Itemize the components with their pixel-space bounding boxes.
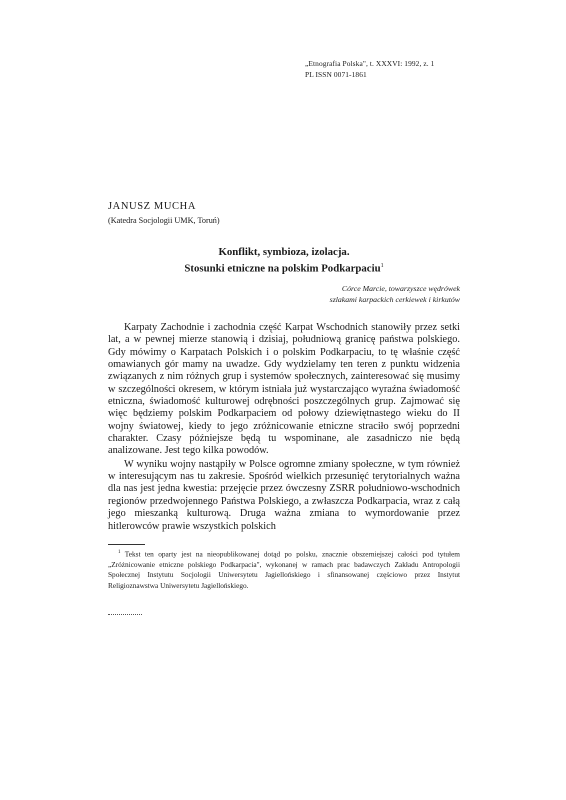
page-footer-rule	[108, 614, 142, 615]
journal-issn: PL ISSN 0071-1861	[305, 70, 367, 79]
dedication-line-2: szlakami karpackich cerkiewek i kirkutów	[329, 294, 460, 304]
footnote	[108, 548, 460, 591]
footnote-mark: 1	[118, 550, 121, 555]
article-title	[108, 246, 460, 276]
article-body	[108, 322, 460, 533]
title-line-1: Konflikt, symbioza, izolacja.	[218, 246, 350, 258]
body-paragraph-2: W wyniku wojny nastąpiły w Polsce ogromne zmiany społeczne, w tym również w interesującym nas tu zakresie. Spośród wielkich przesunięć terytorialnych ważna dla nas jest jedna kwestia: przejęcie przez ówczesny ZSRR południowo-wschodnich regionów przedwojennego Państwa Polskiego, a zwłaszcza Podkarpacia, wraz z całą jego mieszanką kulturową. Druga ważna zmiana to wymordowanie przez hitlerowców prawie wszystkich polskich	[108, 458, 460, 532]
footnote-text: Tekst ten oparty jest na nieopublikowanej dotąd po polsku, znacznie obszerniejszej całości pod tytułem „Zróżnicowanie etniczne polskiego Podkarpacia", wykonanej w ramach prac badawczych Zakładu Antropologii Społecznej Instytutu Socjologii Uniwersytetu Jagiellońskiego i sfinansowanej częściowo przez Instytut Religioznawstwa Uniwersytetu Jagiellońskiego.	[108, 549, 460, 590]
journal-citation: „Etnografia Polska", t. XXXVI: 1992, z. 1	[305, 59, 435, 68]
footnote-separator	[108, 544, 145, 545]
dedication	[330, 284, 460, 305]
title-line-2	[108, 260, 460, 276]
journal-header	[305, 58, 555, 80]
author-name: JANUSZ MUCHA	[108, 201, 197, 212]
title-line-2-text: Stosunki etniczne na polskim Podkarpaciu	[184, 262, 381, 275]
title-footnote-mark: 1	[380, 262, 384, 269]
dedication-line-1: Córce Marcie, towarzyszce wędrówek	[341, 284, 460, 293]
author-affiliation: (Katedra Socjologii UMK, Toruń)	[108, 216, 220, 225]
body-paragraph-1: Karpaty Zachodnie i zachodnia część Karpat Wschodnich stanowiły przez setki lat, a w pewnej mierze stanowią i dzisiaj, południową granicę państwa polskiego. Gdy mówimy o Karpatach Polskich i o polskim Podkarpaciu, to tę właśnie część omawianych gór mamy na uwadze. Gdy wydzielamy ten teren z punktu widzenia związanych z nim różnych grup i systemów społecznych, zainteresować się musimy w szczególności okresem, w którym istniała już wystarczająco wyraźna świadomość etniczna, świadomość kulturowej odrębności poszczególnych grup. Zajmować się więc będziemy polskim Podkarpaciem od połowy dziewiętnastego wieku do II wojny światowej, kiedy to jego zróżnicowanie etniczne straciło swój poprzedni charakter. Czasy późniejsze będą tu wspominane, ale zasadniczo nie będą analizowane. Jest tego kilka powodów.	[108, 322, 460, 457]
